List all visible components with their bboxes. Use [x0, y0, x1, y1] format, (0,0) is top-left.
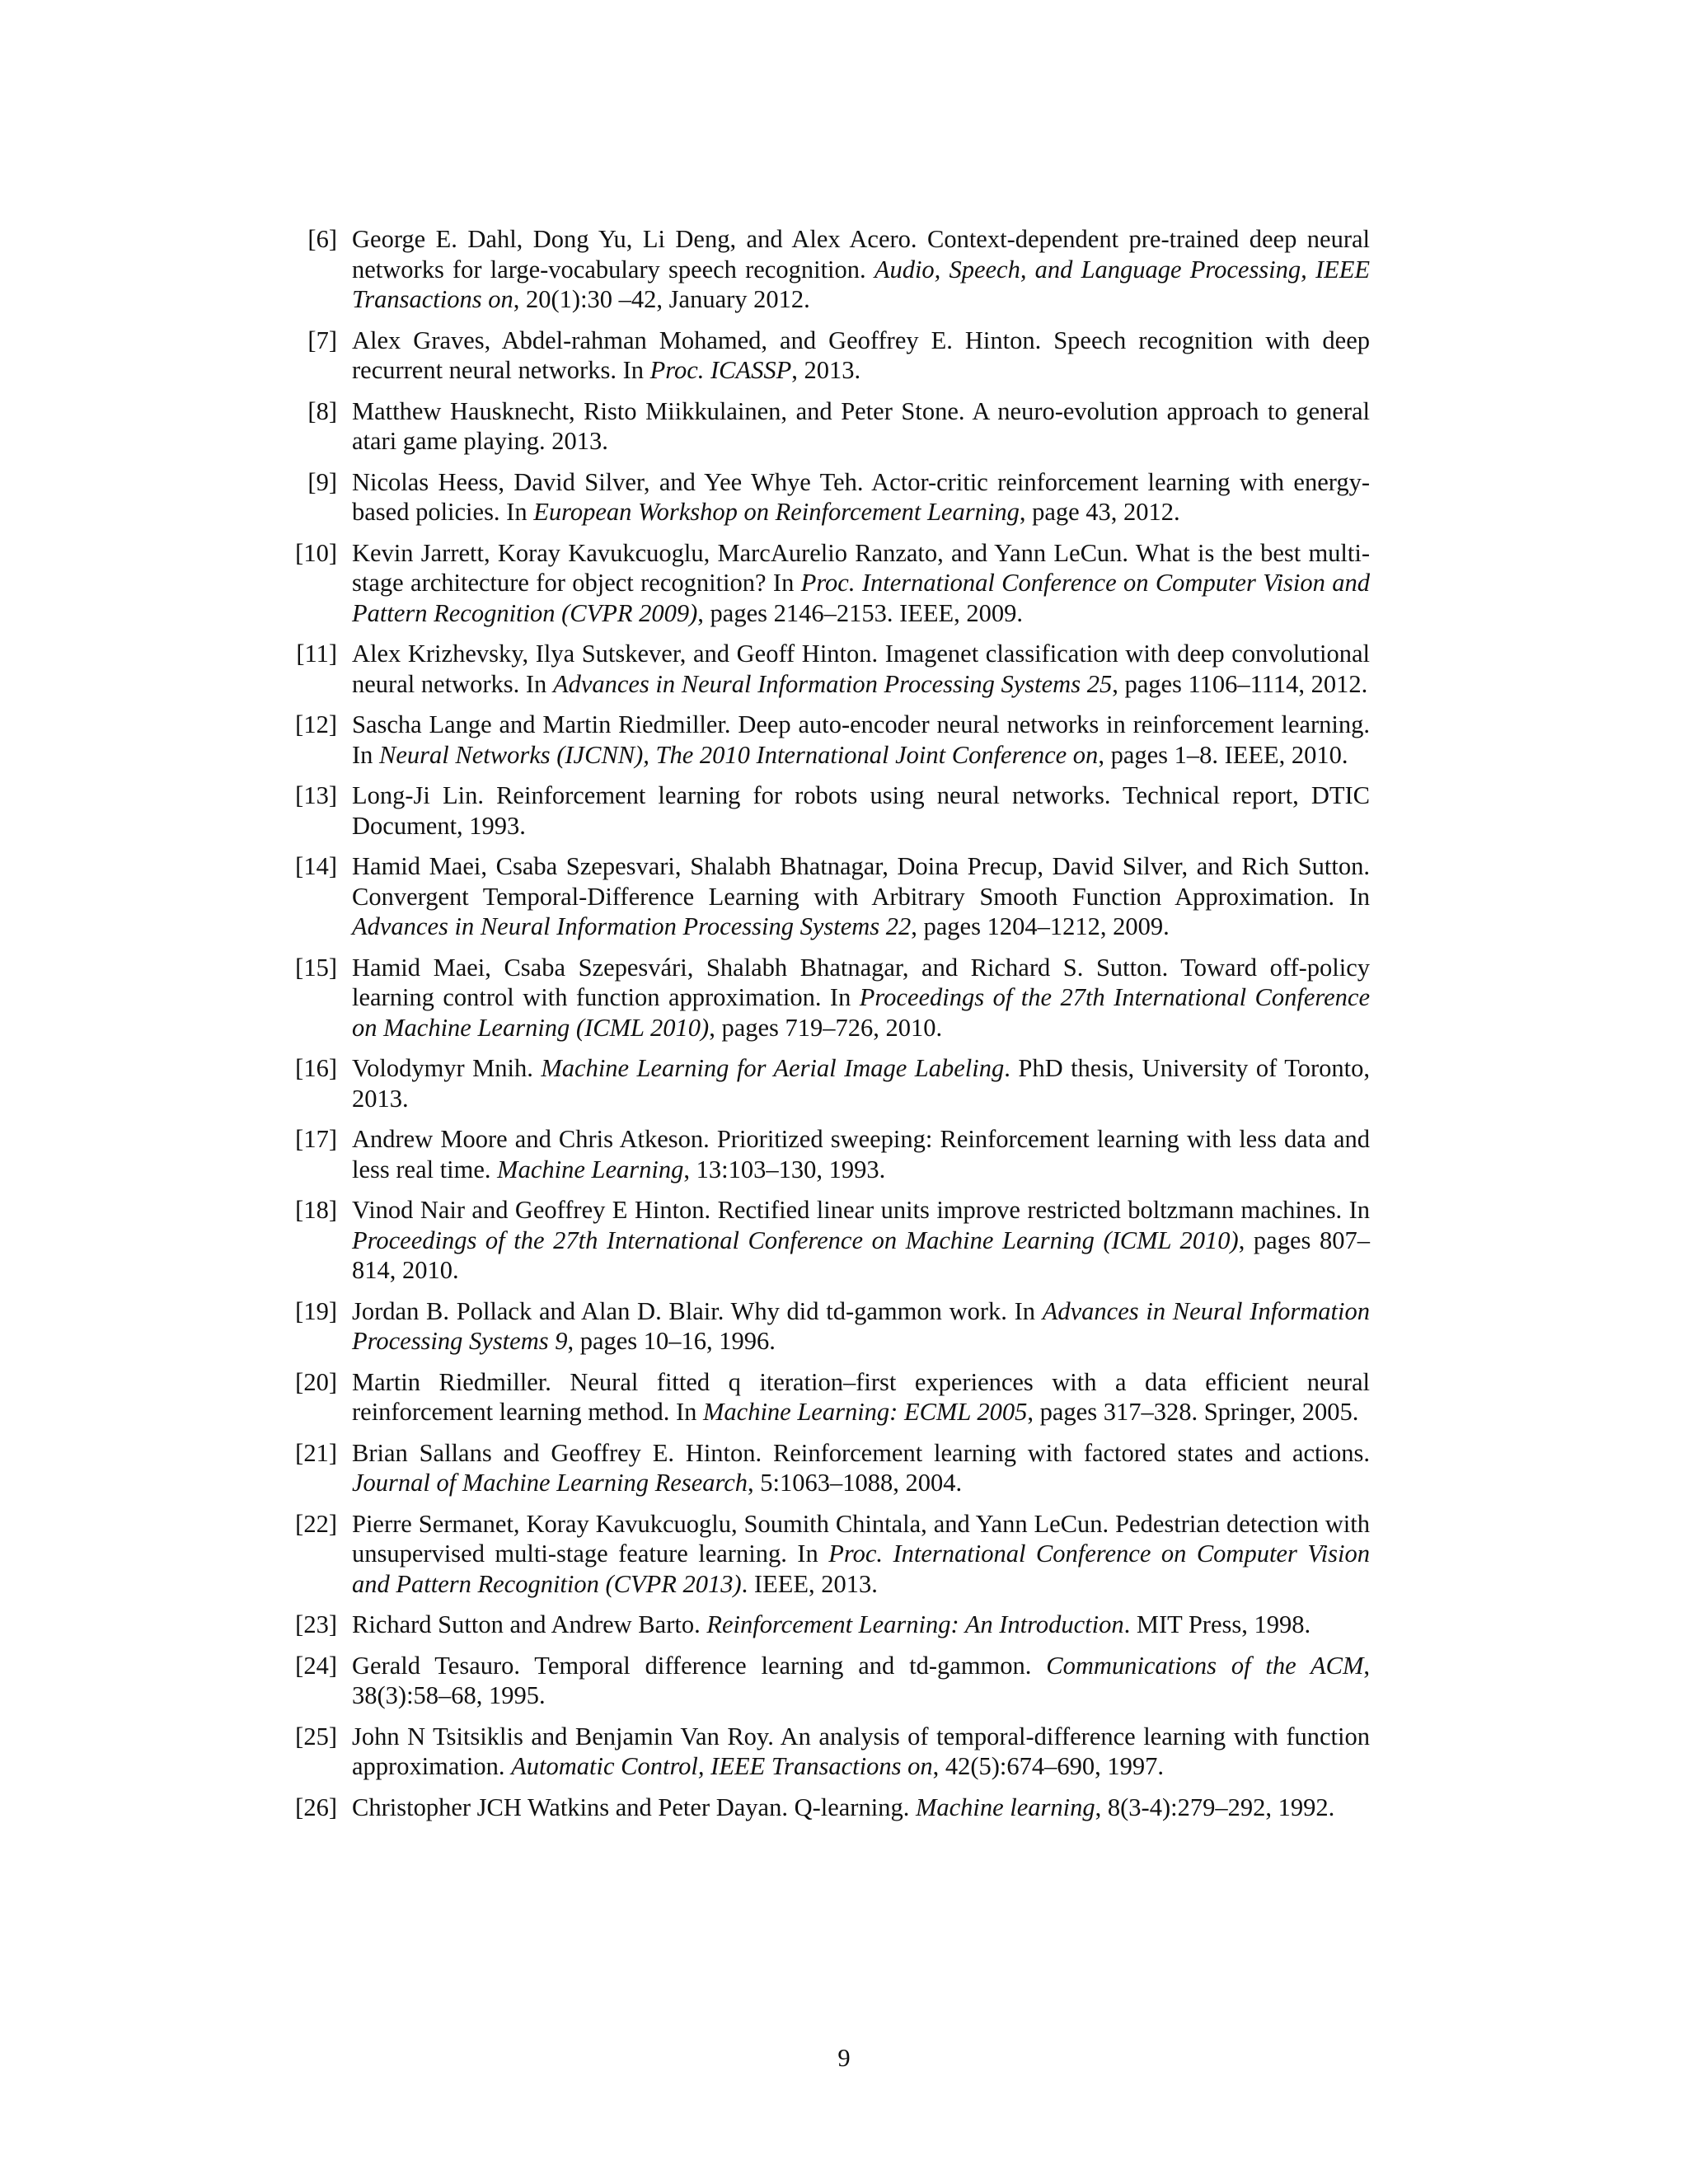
reference-segment: George E. Dahl, Dong Yu, Li Deng, and Alex Acero. Context-dependent pre-trained deep neural networks for large-vocabulary speech recognition.: [352, 225, 1370, 284]
reference-text: [352, 224, 1370, 315]
reference-list: [294, 224, 1370, 1833]
reference-text: [352, 780, 1370, 841]
reference-segment: Sascha Lange and Martin Riedmiller. Deep auto-encoder neural networks in reinforcement learning. In: [352, 710, 1370, 769]
reference-text: [352, 1651, 1370, 1711]
reference-entry: [294, 1793, 1370, 1823]
reference-segment: Brian Sallans and Geoffrey E. Hinton. Reinforcement learning with factored states and actions.: [352, 1438, 1370, 1467]
reference-venue: European Workshop on Reinforcement Learning: [533, 498, 1020, 526]
reference-entry: [294, 953, 1370, 1043]
reference-entry: [294, 538, 1370, 629]
reference-text: [352, 953, 1370, 1043]
reference-number: [23]: [295, 1610, 337, 1638]
reference-segment: Hamid Maei, Csaba Szepesvári, Shalabh Bhatnagar, and Richard S. Sutton. Toward off-policy learning control with function approximation. In: [352, 953, 1370, 1011]
reference-segment: , 5:1063–1088, 2004.: [748, 1469, 963, 1497]
reference-number: [16]: [295, 1054, 337, 1082]
reference-entry: [294, 224, 1370, 315]
reference-entry: [294, 710, 1370, 770]
reference-text: [352, 639, 1370, 699]
reference-segment: , 42(5):674–690, 1997.: [932, 1752, 1165, 1780]
reference-venue: Proceedings of the 27th International Conference on Machine Learning (ICML 2010): [352, 983, 1370, 1042]
reference-number: [24]: [295, 1651, 337, 1680]
reference-segment: Volodymyr Mnih.: [352, 1054, 542, 1082]
reference-venue: Reinforcement Learning: An Introduction: [706, 1610, 1124, 1638]
reference-entry: [294, 1651, 1370, 1711]
reference-segment: , page 43, 2012.: [1019, 498, 1180, 526]
reference-number: [25]: [295, 1722, 337, 1750]
reference-entry: [294, 780, 1370, 841]
reference-segment: , 8(3-4):279–292, 1992.: [1095, 1793, 1335, 1821]
reference-number: [14]: [295, 852, 337, 880]
reference-entry: [294, 1296, 1370, 1357]
reference-venue: Proc. International Conference on Computer Vision and Pattern Recognition (CVPR 2013): [352, 1540, 1370, 1598]
reference-venue: Advances in Neural Information Processing Systems 9: [352, 1296, 1370, 1355]
reference-text: [352, 1509, 1370, 1600]
reference-text: [352, 467, 1370, 527]
reference-entry: [294, 467, 1370, 527]
reference-segment: , pages 1–8. IEEE, 2010.: [1098, 740, 1348, 769]
reference-text: [352, 1793, 1370, 1823]
reference-text: [352, 1053, 1370, 1113]
reference-number: [6]: [307, 225, 337, 253]
reference-entry: [294, 1053, 1370, 1113]
reference-segment: Pierre Sermanet, Koray Kavukcuoglu, Soumith Chintala, and Yann LeCun. Pedestrian detection with unsupervised multi-stage feature learning. In: [352, 1509, 1370, 1568]
reference-number: [7]: [307, 326, 337, 354]
reference-entry: [294, 1722, 1370, 1782]
reference-segment: , 20(1):30 –42, January 2012.: [513, 285, 810, 313]
reference-entry: [294, 326, 1370, 386]
reference-segment: Jordan B. Pollack and Alan D. Blair. Why did td-gammon work. In: [352, 1296, 1043, 1325]
reference-venue: Automatic Control, IEEE Transactions on: [511, 1752, 933, 1780]
reference-number: [19]: [295, 1296, 337, 1325]
reference-venue: Machine Learning: ECML 2005: [703, 1398, 1028, 1426]
reference-number: [18]: [295, 1196, 337, 1224]
reference-number: [20]: [295, 1367, 337, 1396]
reference-segment: Alex Krizhevsky, Ilya Sutskever, and Geoff Hinton. Imagenet classification with deep convolutional neural networks. In: [352, 640, 1370, 698]
reference-entry: [294, 1124, 1370, 1184]
reference-number: [22]: [295, 1509, 337, 1538]
reference-venue: Advances in Neural Information Processing Systems 22: [352, 912, 912, 940]
reference-venue: Neural Networks (IJCNN), The 2010 International Joint Conference on: [379, 740, 1099, 769]
reference-text: [352, 1367, 1370, 1427]
reference-segment: Matthew Hausknecht, Risto Miikkulainen, and Peter Stone. A neuro-evolution approach to general atari game playing. 2013.: [352, 396, 1370, 455]
reference-venue: Proceedings of the 27th International Conference on Machine Learning (ICML 2010): [352, 1226, 1239, 1254]
reference-segment: . MIT Press, 1998.: [1123, 1610, 1311, 1638]
reference-venue: Machine learning: [915, 1793, 1095, 1821]
reference-number: [9]: [307, 467, 337, 496]
reference-segment: Long-Ji Lin. Reinforcement learning for robots using neural networks. Technical report, DTIC Document, 1993.: [352, 781, 1370, 840]
reference-number: [8]: [307, 396, 337, 425]
reference-venue: Audio, Speech, and Language Processing, IEEE Transactions on: [352, 255, 1370, 313]
reference-text: [352, 1438, 1370, 1498]
reference-text: [352, 1610, 1370, 1640]
reference-segment: , 38(3):58–68, 1995.: [352, 1651, 1370, 1709]
reference-venue: Machine Learning: [497, 1155, 684, 1183]
reference-number: [10]: [295, 538, 337, 567]
reference-text: [352, 396, 1370, 457]
reference-segment: , 2013.: [791, 356, 861, 384]
reference-segment: John N Tsitsiklis and Benjamin Van Roy. An analysis of temporal-difference learning with function approximation.: [352, 1722, 1370, 1780]
reference-number: [12]: [295, 710, 337, 738]
reference-segment: , pages 1106–1114, 2012.: [1112, 669, 1368, 698]
reference-segment: Hamid Maei, Csaba Szepesvari, Shalabh Bhatnagar, Doina Precup, David Silver, and Rich Sutton. Convergent Temporal-Difference Learning with Arbitrary Smooth Function Approximation. In: [352, 852, 1370, 911]
reference-segment: , pages 2146–2153. IEEE, 2009.: [697, 598, 1024, 627]
reference-segment: Andrew Moore and Chris Atkeson. Prioritized sweeping: Reinforcement learning with less data and less real time.: [352, 1125, 1370, 1183]
reference-venue: Communications of the ACM: [1046, 1651, 1364, 1680]
reference-entry: [294, 1195, 1370, 1286]
reference-venue: Advances in Neural Information Processing Systems 25: [552, 669, 1113, 698]
reference-segment: . IEEE, 2013.: [741, 1569, 878, 1598]
reference-entry: [294, 851, 1370, 942]
reference-text: [352, 1722, 1370, 1782]
reference-venue: Proc. International Conference on Computer Vision and Pattern Recognition (CVPR 2009): [352, 569, 1370, 627]
reference-entry: [294, 396, 1370, 457]
reference-entry: [294, 1367, 1370, 1427]
reference-segment: Richard Sutton and Andrew Barto.: [352, 1610, 707, 1638]
reference-number: [15]: [295, 953, 337, 982]
reference-text: [352, 1195, 1370, 1286]
reference-segment: , pages 317–328. Springer, 2005.: [1027, 1398, 1359, 1426]
reference-segment: , pages 1204–1212, 2009.: [911, 912, 1170, 940]
reference-entry: [294, 1438, 1370, 1498]
reference-text: [352, 851, 1370, 942]
reference-segment: Martin Riedmiller. Neural fitted q iteration–first experiences with a data efficient neural reinforcement learning method. In: [352, 1367, 1370, 1426]
reference-number: [11]: [296, 640, 337, 668]
reference-number: [17]: [295, 1125, 337, 1153]
reference-text: [352, 538, 1370, 629]
reference-venue: Proc. ICASSP: [649, 356, 792, 384]
reference-venue: Machine Learning for Aerial Image Labeling: [541, 1054, 1005, 1082]
reference-segment: Christopher JCH Watkins and Peter Dayan. Q-learning.: [352, 1793, 916, 1821]
reference-number: [26]: [295, 1793, 337, 1821]
reference-number: [13]: [295, 781, 337, 809]
reference-venue: Journal of Machine Learning Research: [352, 1469, 748, 1497]
reference-segment: Vinod Nair and Geoffrey E Hinton. Rectified linear units improve restricted boltzmann machines. In: [352, 1196, 1370, 1224]
reference-segment: , pages 10–16, 1996.: [567, 1327, 776, 1355]
reference-segment: , pages 719–726, 2010.: [709, 1013, 943, 1042]
reference-text: [352, 326, 1370, 386]
reference-number: [21]: [295, 1438, 337, 1467]
reference-text: [352, 710, 1370, 770]
reference-segment: Nicolas Heess, David Silver, and Yee Whye Teh. Actor-critic reinforcement learning with energy-based policies. In: [352, 467, 1370, 526]
reference-segment: , 13:103–130, 1993.: [683, 1155, 886, 1183]
reference-segment: Alex Graves, Abdel-rahman Mohamed, and Geoffrey E. Hinton. Speech recognition with deep recurrent neural networks. In: [352, 326, 1370, 384]
reference-text: [352, 1124, 1370, 1184]
reference-segment: , pages 807–814, 2010.: [352, 1226, 1370, 1284]
page-number: 9: [837, 2044, 851, 2072]
reference-segment: Gerald Tesauro. Temporal difference learning and td-gammon.: [352, 1651, 1047, 1680]
reference-entry: [294, 1610, 1370, 1640]
reference-text: [352, 1296, 1370, 1357]
reference-entry: [294, 639, 1370, 699]
reference-segment: . PhD thesis, University of Toronto, 2013.: [352, 1054, 1370, 1113]
reference-entry: [294, 1509, 1370, 1600]
reference-segment: Kevin Jarrett, Koray Kavukcuoglu, MarcAurelio Ranzato, and Yann LeCun. What is the best multi-stage architecture for object recognition? In: [352, 538, 1370, 597]
